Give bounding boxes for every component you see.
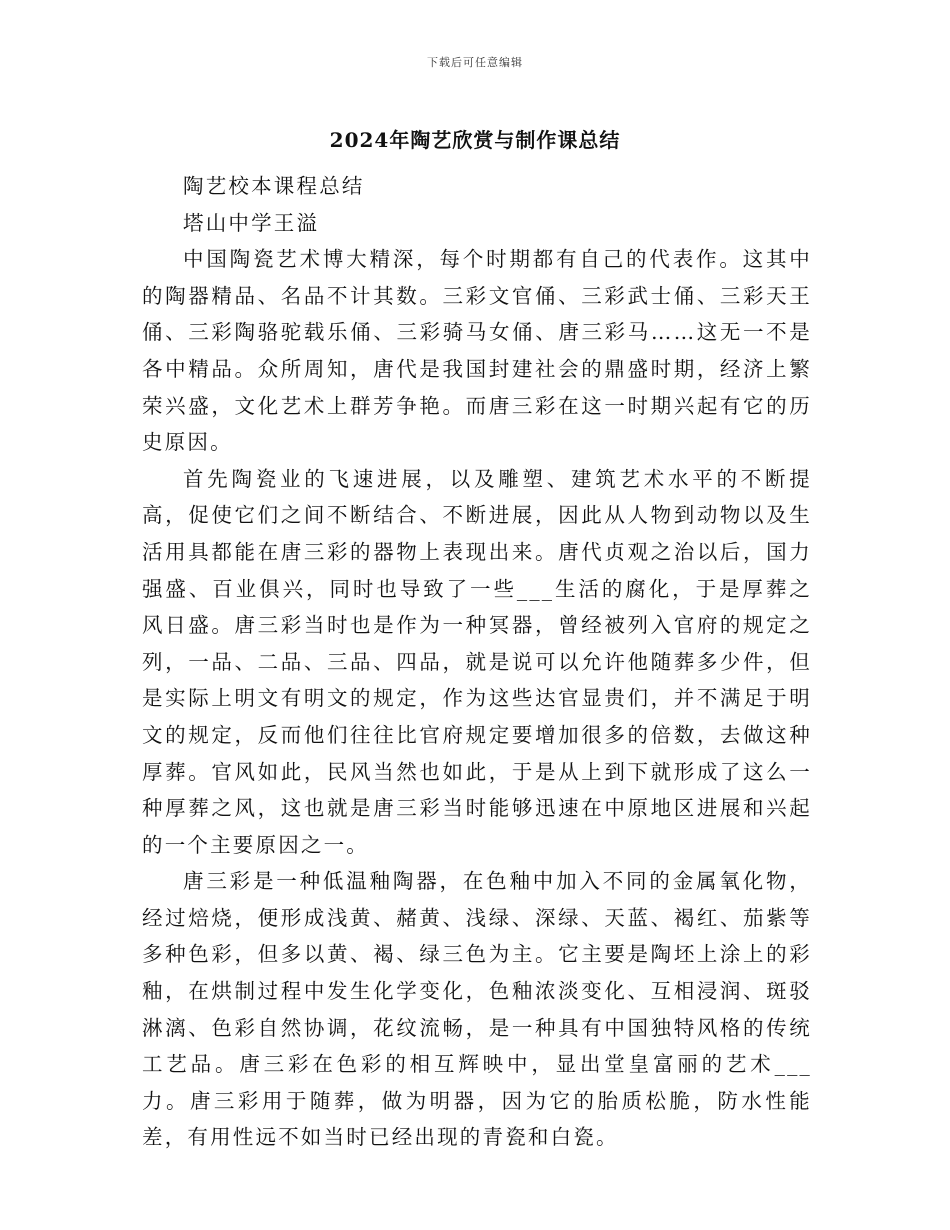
- document-body: [142, 168, 812, 1156]
- paragraph-author: 塔山中学王溢: [183, 210, 320, 235]
- paragraph-course-summary: 陶艺校本课程总结: [183, 174, 365, 198]
- document-title: 2024年陶艺欣赏与制作课总结: [329, 128, 621, 152]
- paragraph-history: 首先陶瓷业的飞速进展，以及雕塑、建筑艺术水平的不断提高，促使它们之间不断结合、不断进展，因此从人物到动物以及生活用具都能在唐三彩的器物上表现出来。唐代贞观之治以后，国力强盛、百业俱兴，同时也导致了一些___生活的腐化，于是厚葬之风日盛。唐三彩当时也是作为一种冥器，曾经被列入官府的规定之列，一品、二品、三品、四品，就是说可以允许他随葬多少件，但是实际上明文有明文的规定，作为这些达官显贵们，并不满足于明文的规定，反而他们往往比官府规定要增加很多的倍数，去做这种厚葬。官风如此，民风当然也如此，于是从上到下就形成了这么一种厚葬之风，这也就是唐三彩当时能够迅速在中原地区进展和兴起的一个主要原因之一。: [142, 466, 812, 857]
- paragraph-glaze: 唐三彩是一种低温釉陶器，在色釉中加入不同的金属氧化物，经过焙烧，便形成浅黄、赭黄、浅绿、深绿、天蓝、褐红、茄紫等多种色彩，但多以黄、褐、绿三色为主。它主要是陶坯上涂上的彩釉，在烘制过程中发生化学变化，色釉浓淡变化、互相浸润、斑驳淋漓、色彩自然协调，花纹流畅，是一种具有中国独特风格的传统工艺品。唐三彩在色彩的相互辉映中，显出堂皇富丽的艺术___力。唐三彩用于随葬，做为明器，因为它的胎质松脆，防水性能差，有用性远不如当时已经出现的青瓷和白瓷。: [142, 869, 812, 1150]
- paragraph-intro: 中国陶瓷艺术博大精深，每个时期都有自己的代表作。这其中的陶器精品、名品不计其数。三彩文官俑、三彩武士俑、三彩天王俑、三彩陶骆驼载乐俑、三彩骑马女俑、唐三彩马……这无一不是各中精品。众所周知，唐代是我国封建社会的鼎盛时期，经济上繁荣兴盛，文化艺术上群芳争艳。而唐三彩在这一时期兴起有它的历史原因。: [142, 247, 812, 455]
- page-header-note: 下载后可任意编辑: [427, 56, 523, 69]
